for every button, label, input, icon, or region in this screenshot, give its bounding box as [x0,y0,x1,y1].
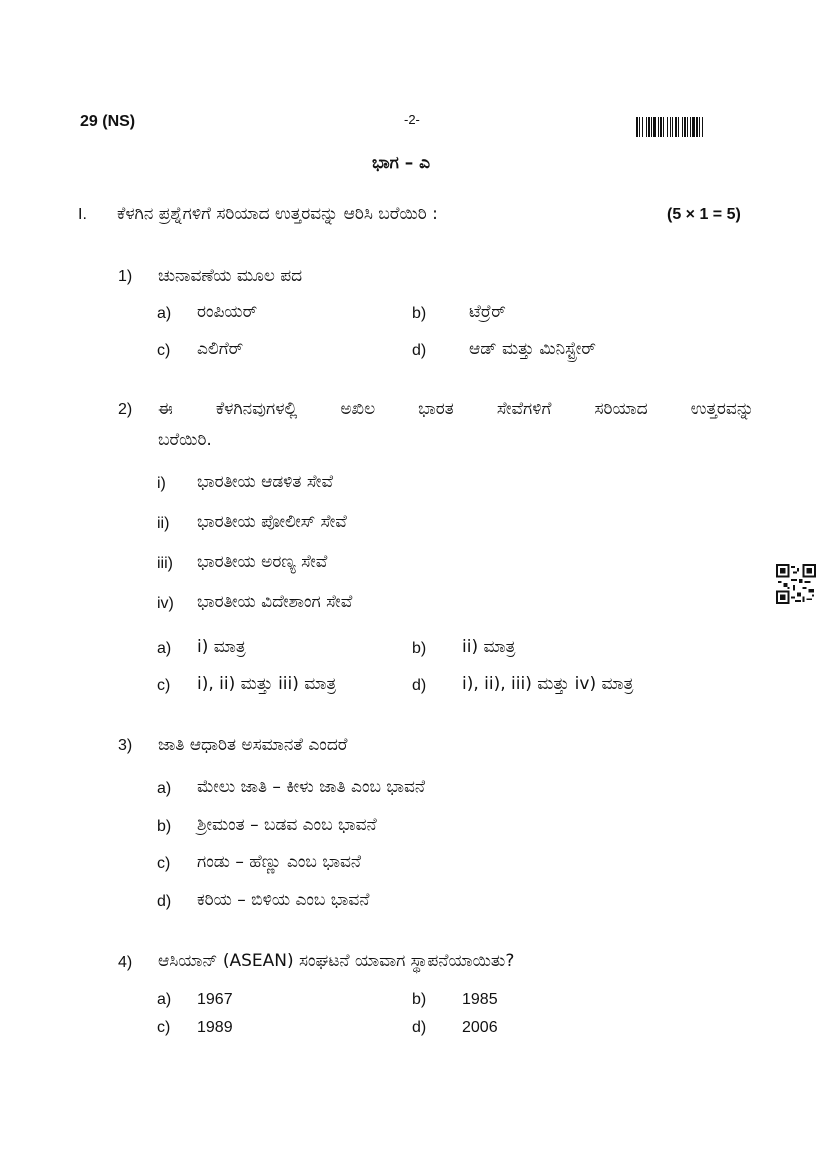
section-instruction: ಕೆಳಗಿನ ಪ್ರಶ್ನೆಗಳಿಗೆ ಸರಿಯಾದ ಉತ್ತರವನ್ನು ಆರಿಸಿ ಬರೆಯಿರಿ : [117,204,438,224]
option-label: a) [157,640,172,657]
page-number: -2- [404,112,420,127]
option-label: a) [157,305,172,322]
item-label: ii) [157,515,170,532]
option-text: ಎಲಿಗೆರ್ [197,339,244,359]
option-label: b) [412,305,427,322]
option-label: d) [157,893,172,910]
item-text: ಭಾರತೀಯ ಅರಣ್ಯ ಸೇವೆ [197,552,328,572]
option-text: ಗಂಡು – ಹೆಣ್ಣು ಎಂಬ ಭಾವನೆ [197,852,362,872]
question-number: 3) [118,737,133,754]
option-label: b) [412,640,427,657]
option-label: c) [157,342,171,359]
option-label: b) [412,991,427,1008]
option-text: ಕರಿಯ – ಬಿಳಿಯ ಎಂಬ ಭಾವನೆ [197,890,370,910]
option-text: ii) ಮಾತ್ರ [462,637,516,657]
paper-code: 29 (NS) [80,113,136,130]
option-text: i), ii) ಮತ್ತು iii) ಮಾತ್ರ [197,674,337,694]
option-text: 2006 [462,1019,498,1036]
item-label: iii) [157,555,173,572]
option-text: 1967 [197,991,233,1008]
item-text: ಭಾರತೀಯ ವಿದೇಶಾಂಗ ಸೇವೆ [197,592,353,612]
item-text: ಭಾರತೀಯ ಆಡಳಿತ ಸೇವೆ [197,472,334,492]
question-text: ಆಸಿಯಾನ್ (ASEAN) ಸಂಘಟನೆ ಯಾವಾಗ ಸ್ಥಾಪನೆಯಾಯಿತು? [158,951,515,971]
option-text: ರಂಪಿಯರ್ [197,302,258,322]
option-label: c) [157,677,171,694]
option-label: d) [412,342,427,359]
option-text: 1989 [197,1019,233,1036]
option-text: ಶ್ರೀಮಂತ – ಬಡವ ಎಂಬ ಭಾವನೆ [197,815,377,835]
option-label: a) [157,991,172,1008]
option-label: b) [157,818,172,835]
question-text: ಈ ಕೆಳಗಿನವುಗಳಲ್ಲಿ ಅಖಿಲ ಭಾರತ ಸೇವೆಗಳಿಗೆ ಸರಿಯಾದ ಉತ್ತರವನ್ನು [158,399,754,419]
option-label: d) [412,677,427,694]
option-text: i) ಮಾತ್ರ [197,637,246,657]
option-label: a) [157,780,172,797]
option-text: ಆಡ್ ಮತ್ತು ಮಿನಿಸ್ಟ್ರೇರ್ [469,339,596,359]
question-text-continued: ಬರೆಯಿರಿ. [158,430,212,450]
section-marks: (5 × 1 = 5) [667,206,741,223]
section-number: I. [78,206,87,223]
option-label: d) [412,1019,427,1036]
option-label: c) [157,1019,171,1036]
barcode [636,117,748,137]
question-number: 1) [118,268,133,285]
option-text: ಟೆರ್ರೆರ್ [469,302,506,322]
question-number: 2) [118,401,133,418]
option-text: ಮೇಲು ಜಾತಿ – ಕೀಳು ಜಾತಿ ಎಂಬ ಭಾವನೆ [197,777,426,797]
part-title: ಭಾಗ – ಎ [372,153,431,173]
question-text: ಜಾತಿ ಆಧಾರಿತ ಅಸಮಾನತೆ ಎಂದರೆ [158,735,348,755]
item-label: iv) [157,595,174,612]
question-text: ಚುನಾವಣೆಯ ಮೂಲ ಪದ [158,266,303,286]
option-text: i), ii), iii) ಮತ್ತು iv) ಮಾತ್ರ [462,674,634,694]
question-number: 4) [118,954,133,971]
item-label: i) [157,475,166,492]
option-label: c) [157,855,171,872]
item-text: ಭಾರತೀಯ ಪೋಲೀಸ್ ಸೇವೆ [197,512,347,532]
option-text: 1985 [462,991,498,1008]
qr-code [776,564,816,604]
